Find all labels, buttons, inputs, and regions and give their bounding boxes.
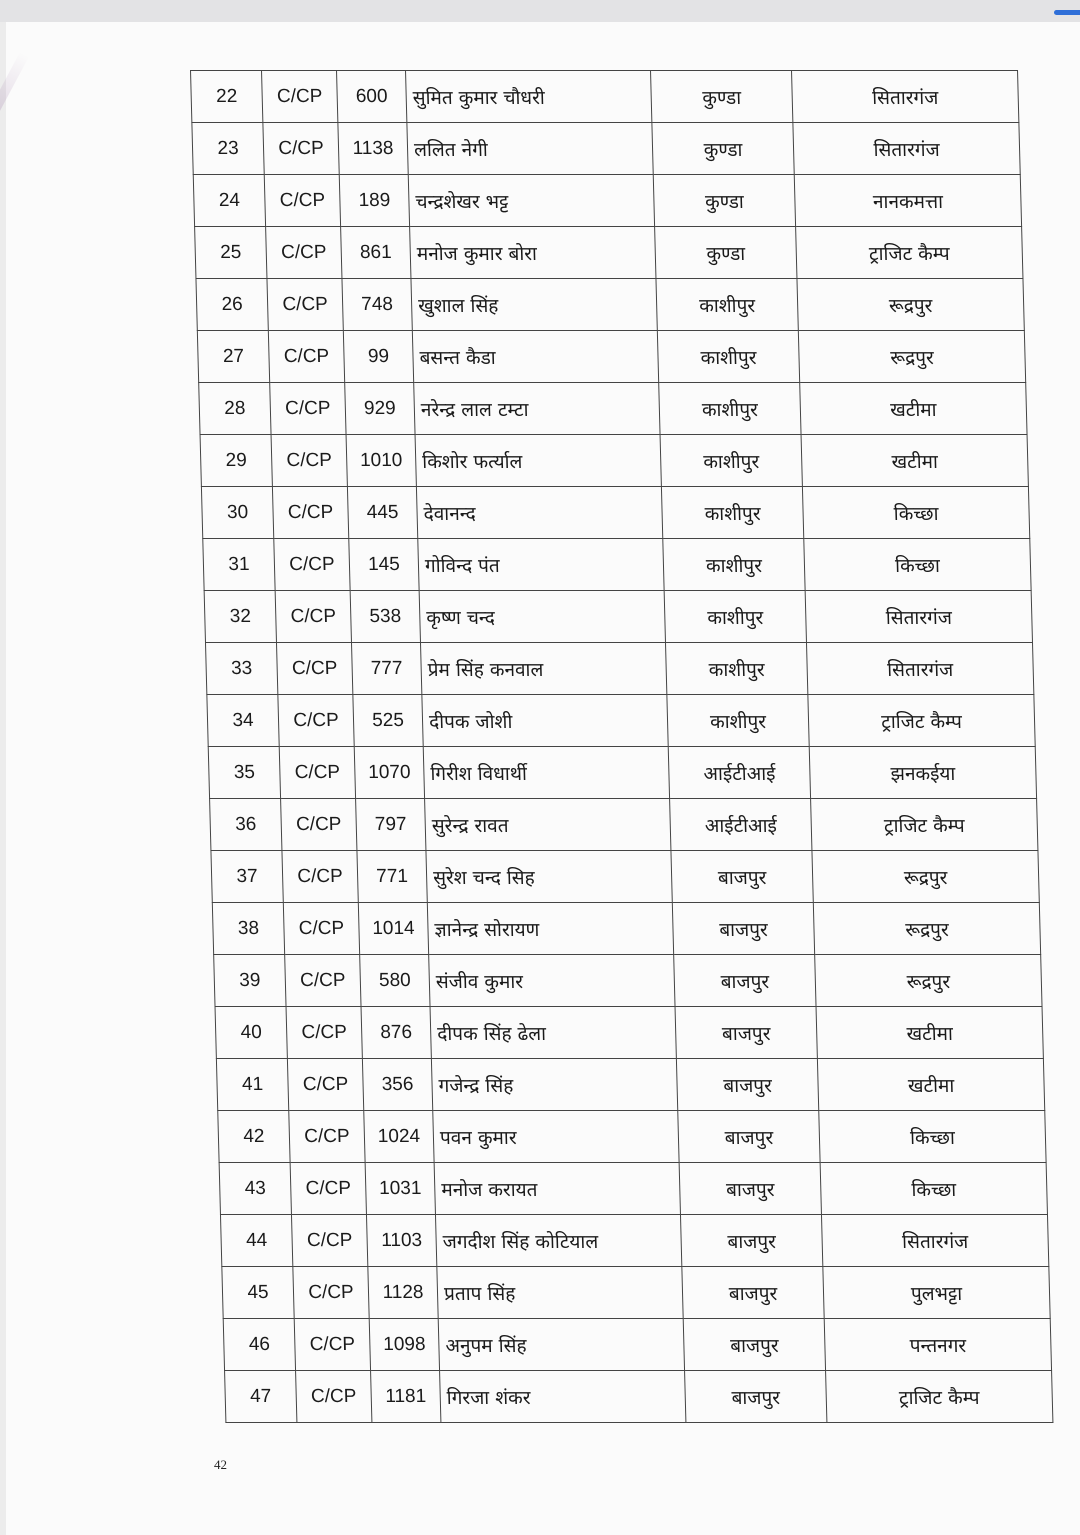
table-row	[219, 1163, 1047, 1215]
table-row	[225, 1371, 1053, 1423]
badge-number-cell: 876	[361, 1007, 431, 1059]
serial-number-cell: 22	[191, 71, 263, 123]
new-posting-cell: रूद्रपुर	[813, 903, 1040, 955]
current-posting-cell: काशीपुर	[664, 591, 806, 643]
serial-number-cell: 26	[196, 279, 268, 331]
table-row	[223, 1319, 1051, 1371]
current-posting-cell: काशीपुर	[665, 643, 807, 695]
new-posting-cell: ट्राजिट कैम्प	[796, 227, 1023, 279]
scan-shadow-streak	[0, 52, 29, 251]
badge-number-cell: 99	[343, 331, 413, 383]
current-posting-cell: बाजपुर	[679, 1163, 821, 1215]
viewer-top-strip	[0, 0, 1080, 22]
badge-number-cell: 1138	[338, 123, 408, 175]
table-row	[203, 539, 1031, 591]
rank-cell: C/CP	[272, 487, 348, 539]
serial-number-cell: 40	[215, 1007, 287, 1059]
name-cell: नरेन्द्र लाल टम्टा	[414, 383, 660, 435]
current-posting-cell: कुण्डा	[652, 123, 794, 175]
table-row	[214, 955, 1042, 1007]
current-posting-cell: बाजपुर	[671, 851, 813, 903]
current-posting-cell: बाजपुर	[672, 903, 814, 955]
badge-number-cell: 861	[341, 227, 411, 279]
new-posting-cell: पन्तनगर	[824, 1319, 1051, 1371]
current-posting-cell: आईटीआई	[668, 747, 810, 799]
name-cell: सुमित कुमार चौधरी	[406, 71, 652, 123]
current-posting-cell: काशीपुर	[657, 331, 799, 383]
table-row	[191, 71, 1019, 123]
name-cell: सुरेन्द्र रावत	[425, 799, 671, 851]
current-posting-cell: आईटीआई	[670, 799, 812, 851]
new-posting-cell: खटीमा	[816, 1007, 1043, 1059]
badge-number-cell: 600	[337, 71, 407, 123]
rank-cell: C/CP	[275, 591, 351, 643]
table-row	[215, 1007, 1043, 1059]
new-posting-cell: पुलभट्टा	[823, 1267, 1050, 1319]
badge-number-cell: 525	[353, 695, 423, 747]
name-cell: बसन्त कैडा	[412, 331, 658, 383]
new-posting-cell: खटीमा	[801, 435, 1028, 487]
new-posting-cell: खटीमा	[817, 1059, 1044, 1111]
rank-cell: C/CP	[276, 643, 352, 695]
rank-cell: C/CP	[293, 1267, 369, 1319]
serial-number-cell: 31	[203, 539, 275, 591]
table-row	[197, 331, 1025, 383]
name-cell: गिरजा शंकर	[440, 1371, 686, 1423]
name-cell: सुरेश चन्द सिह	[426, 851, 672, 903]
new-posting-cell: रूद्रपुर	[815, 955, 1042, 1007]
badge-number-cell: 1128	[368, 1267, 438, 1319]
rank-cell: C/CP	[270, 383, 346, 435]
rank-cell: C/CP	[266, 227, 342, 279]
viewer-corner-indicator	[1054, 10, 1080, 15]
rank-cell: C/CP	[290, 1163, 366, 1215]
name-cell: कृष्ण चन्द	[419, 591, 665, 643]
name-cell: ललित नेगी	[407, 123, 653, 175]
serial-number-cell: 35	[208, 747, 280, 799]
new-posting-cell: सितारगंज	[792, 71, 1019, 123]
rank-cell: C/CP	[291, 1215, 367, 1267]
current-posting-cell: कुण्डा	[651, 71, 793, 123]
table-row	[192, 123, 1020, 175]
table-row	[193, 175, 1021, 227]
table-row	[196, 279, 1024, 331]
badge-number-cell: 445	[347, 487, 417, 539]
current-posting-cell: कुण्डा	[655, 227, 797, 279]
table-row	[195, 227, 1023, 279]
name-cell: दीपक जोशी	[422, 695, 668, 747]
new-posting-cell: किच्छा	[820, 1163, 1047, 1215]
current-posting-cell: काशीपुर	[663, 539, 805, 591]
table-row	[204, 591, 1032, 643]
name-cell: संजीव कुमार	[429, 955, 675, 1007]
table-row	[205, 643, 1033, 695]
current-posting-cell: बाजपुर	[674, 955, 816, 1007]
table-row	[207, 695, 1035, 747]
badge-number-cell: 1098	[369, 1319, 439, 1371]
table-row	[218, 1111, 1046, 1163]
rank-cell: C/CP	[285, 955, 361, 1007]
serial-number-cell: 23	[192, 123, 264, 175]
serial-number-cell: 25	[195, 227, 267, 279]
table-row	[200, 435, 1028, 487]
name-cell: खुशाल सिंह	[411, 279, 657, 331]
badge-number-cell: 797	[356, 799, 426, 851]
name-cell: दीपक सिंह ढेला	[430, 1007, 676, 1059]
table-row	[222, 1267, 1050, 1319]
rank-cell: C/CP	[289, 1111, 365, 1163]
badge-number-cell: 777	[351, 643, 421, 695]
new-posting-cell: सितारगंज	[821, 1215, 1048, 1267]
current-posting-cell: बाजपुर	[680, 1215, 822, 1267]
name-cell: गिरीश विधार्थी	[423, 747, 669, 799]
current-posting-cell: काशीपुर	[660, 435, 802, 487]
current-posting-cell: काशीपुर	[659, 383, 801, 435]
name-cell: ज्ञानेन्द्र सोरायण	[427, 903, 673, 955]
name-cell: किशोर फर्त्याल	[415, 435, 661, 487]
serial-number-cell: 36	[210, 799, 282, 851]
new-posting-cell: सितारगंज	[793, 123, 1020, 175]
serial-number-cell: 46	[223, 1319, 295, 1371]
name-cell: मनोज कुमार बोरा	[410, 227, 656, 279]
name-cell: चन्द्रशेखर भट्ट	[408, 175, 654, 227]
current-posting-cell: काशीपुर	[656, 279, 798, 331]
serial-number-cell: 43	[219, 1163, 291, 1215]
serial-number-cell: 27	[197, 331, 269, 383]
current-posting-cell: बाजपुर	[683, 1319, 825, 1371]
rank-cell: C/CP	[287, 1059, 363, 1111]
new-posting-cell: ट्राजिट कैम्प	[826, 1371, 1053, 1423]
table-row	[216, 1059, 1044, 1111]
badge-number-cell: 1103	[366, 1215, 436, 1267]
table-row	[208, 747, 1036, 799]
serial-number-cell: 28	[199, 383, 271, 435]
serial-number-cell: 33	[205, 643, 277, 695]
roster-body	[191, 71, 1053, 1423]
new-posting-cell: सितारगंज	[806, 643, 1033, 695]
name-cell: मनोज करायत	[434, 1163, 680, 1215]
new-posting-cell: ट्राजिट कैम्प	[811, 799, 1038, 851]
page-number: 42	[214, 1457, 227, 1472]
badge-number-cell: 145	[349, 539, 419, 591]
rank-cell: C/CP	[263, 123, 339, 175]
new-posting-cell: रूद्रपुर	[797, 279, 1024, 331]
current-posting-cell: काशीपुर	[661, 487, 803, 539]
rank-cell: C/CP	[296, 1371, 372, 1423]
new-posting-cell: ट्राजिट कैम्प	[808, 695, 1035, 747]
name-cell: पवन कुमार	[433, 1111, 679, 1163]
table-row	[211, 851, 1039, 903]
new-posting-cell: रूद्रपुर	[798, 331, 1025, 383]
table-row	[201, 487, 1029, 539]
rank-cell: C/CP	[279, 747, 355, 799]
serial-number-cell: 45	[222, 1267, 294, 1319]
table-row	[199, 383, 1027, 435]
name-cell: प्रताप सिंह	[437, 1267, 683, 1319]
badge-number-cell: 748	[342, 279, 412, 331]
serial-number-cell: 42	[218, 1111, 290, 1163]
name-cell: देवानन्द	[416, 487, 662, 539]
new-posting-cell: सितारगंज	[805, 591, 1032, 643]
badge-number-cell: 1024	[364, 1111, 434, 1163]
current-posting-cell: कुण्डा	[653, 175, 795, 227]
rank-cell: C/CP	[286, 1007, 362, 1059]
serial-number-cell: 29	[200, 435, 272, 487]
badge-number-cell: 580	[360, 955, 430, 1007]
badge-number-cell: 1181	[371, 1371, 441, 1423]
rank-cell: C/CP	[268, 331, 344, 383]
serial-number-cell: 39	[214, 955, 286, 1007]
rank-cell: C/CP	[282, 851, 358, 903]
rank-cell: C/CP	[267, 279, 343, 331]
rank-cell: C/CP	[294, 1319, 370, 1371]
new-posting-cell: किच्छा	[804, 539, 1031, 591]
rank-cell: C/CP	[264, 175, 340, 227]
badge-number-cell: 1010	[346, 435, 416, 487]
serial-number-cell: 38	[212, 903, 284, 955]
serial-number-cell: 34	[207, 695, 279, 747]
table-row	[210, 799, 1038, 851]
rank-cell: C/CP	[281, 799, 357, 851]
rank-cell: C/CP	[283, 903, 359, 955]
name-cell: प्रेम सिंह कनवाल	[420, 643, 666, 695]
current-posting-cell: बाजपुर	[676, 1059, 818, 1111]
serial-number-cell: 44	[220, 1215, 292, 1267]
badge-number-cell: 538	[350, 591, 420, 643]
serial-number-cell: 30	[201, 487, 273, 539]
new-posting-cell: किच्छा	[802, 487, 1029, 539]
badge-number-cell: 356	[362, 1059, 432, 1111]
badge-number-cell: 1070	[354, 747, 424, 799]
current-posting-cell: बाजपुर	[678, 1111, 820, 1163]
serial-number-cell: 47	[225, 1371, 297, 1423]
name-cell: जगदीश सिंह कोटियाल	[435, 1215, 681, 1267]
name-cell: गोविन्द पंत	[418, 539, 664, 591]
serial-number-cell: 41	[216, 1059, 288, 1111]
current-posting-cell: बाजपुर	[675, 1007, 817, 1059]
badge-number-cell: 771	[357, 851, 427, 903]
name-cell: अनुपम सिंह	[438, 1319, 684, 1371]
new-posting-cell: झनकईया	[809, 747, 1036, 799]
serial-number-cell: 24	[193, 175, 265, 227]
badge-number-cell: 929	[345, 383, 415, 435]
rank-cell: C/CP	[274, 539, 350, 591]
rank-cell: C/CP	[271, 435, 347, 487]
new-posting-cell: खटीमा	[800, 383, 1027, 435]
current-posting-cell: काशीपुर	[667, 695, 809, 747]
current-posting-cell: बाजपुर	[682, 1267, 824, 1319]
new-posting-cell: किच्छा	[819, 1111, 1046, 1163]
rank-cell: C/CP	[262, 71, 338, 123]
current-posting-cell: बाजपुर	[685, 1371, 827, 1423]
badge-number-cell: 1014	[358, 903, 428, 955]
badge-number-cell: 189	[339, 175, 409, 227]
table-row	[212, 903, 1040, 955]
rank-cell: C/CP	[278, 695, 354, 747]
table-row	[220, 1215, 1048, 1267]
serial-number-cell: 37	[211, 851, 283, 903]
new-posting-cell: रूद्रपुर	[812, 851, 1039, 903]
transfer-roster-table	[190, 70, 1053, 1423]
badge-number-cell: 1031	[365, 1163, 435, 1215]
name-cell: गजेन्द्र सिंह	[431, 1059, 677, 1111]
serial-number-cell: 32	[204, 591, 276, 643]
new-posting-cell: नानकमत्ता	[794, 175, 1021, 227]
